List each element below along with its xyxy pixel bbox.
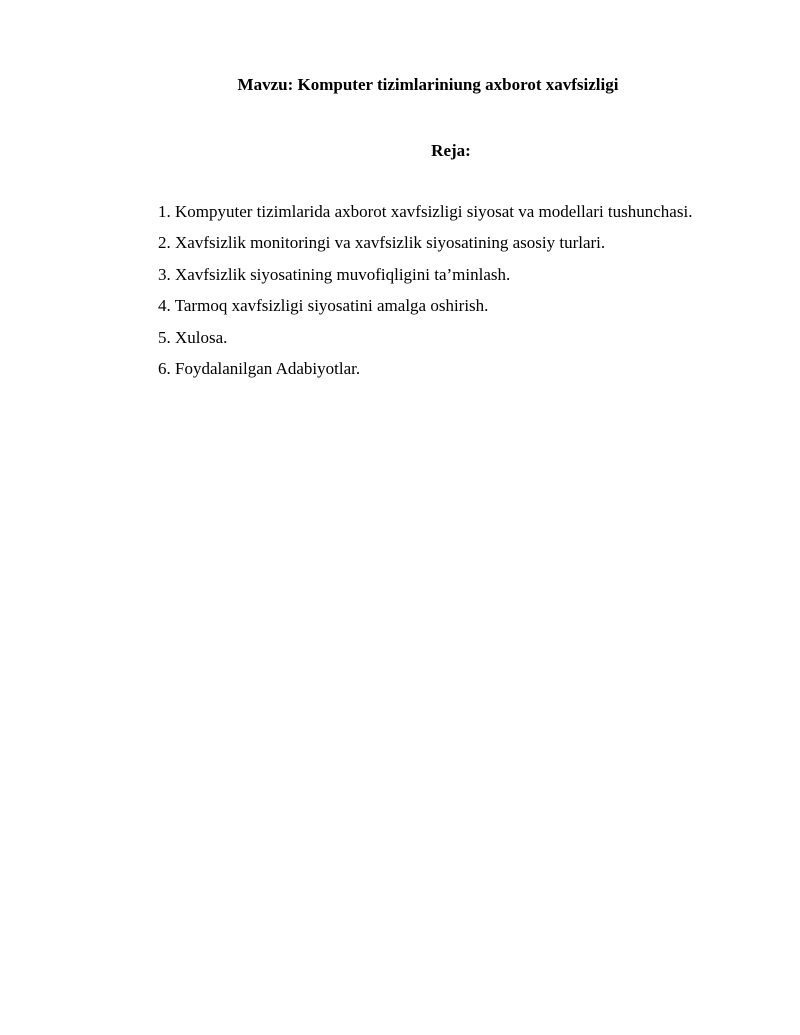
plan-item-6: 6. Foydalanilgan Adabiyotlar. — [158, 358, 361, 378]
plan-item-2: 2. Xavfsizlik monitoringi va xavfsizlik siyosatining asosiy turlari. — [158, 233, 606, 253]
plan-item-4: 4. Tarmoq xavfsizligi siyosatini amalga oshirish. — [158, 296, 489, 316]
document-title: Mavzu: Komputer tizimlariniung axborot xavfsizligi — [237, 75, 619, 94]
plan-item-1: 1. Kompyuter tizimlarida axborot xavfsizligi siyosat va modellari tushunchasi. — [158, 202, 693, 221]
plan-list — [158, 201, 692, 389]
plan-heading: Reja: — [431, 141, 471, 160]
plan-item-5: 5. Xulosa. — [158, 327, 228, 347]
plan-item-3: 3. Xavfsizlik siyosatining muvofiqligini ta’minlash. — [158, 264, 511, 284]
